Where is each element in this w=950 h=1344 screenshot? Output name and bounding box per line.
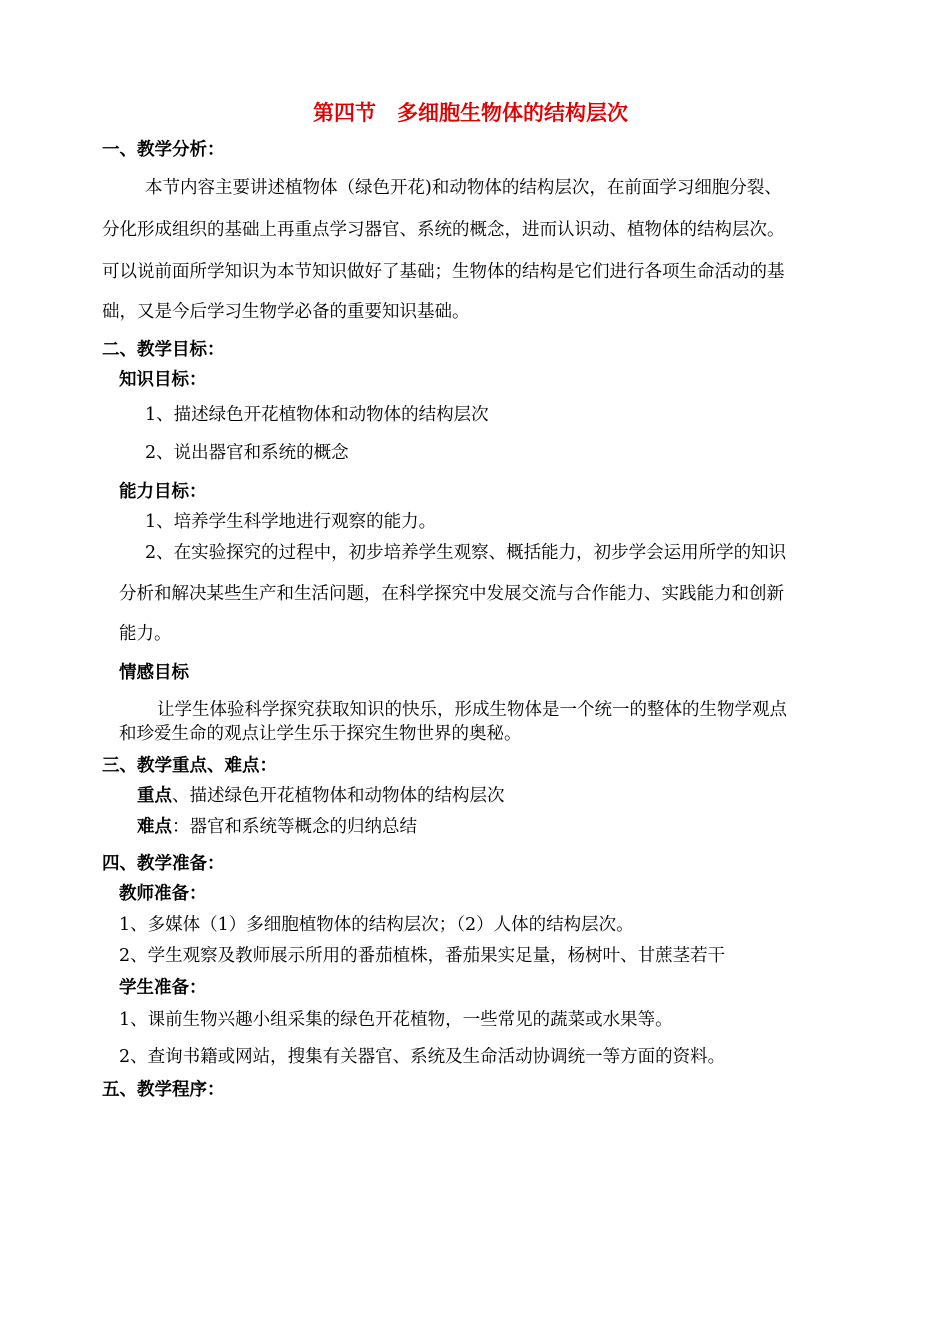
list-item: 2、在实验探究的过程中，初步培养学生观察、概括能力，初步学会运用所学的知识 xyxy=(145,543,787,563)
key-point-line xyxy=(137,785,505,807)
list-item: 2、说出器官和系统的概念 xyxy=(145,443,349,463)
list-item: 1、描述绿色开花植物体和动物体的结构层次 xyxy=(145,405,489,425)
key-point-text: 、描述绿色开花植物体和动物体的结构层次 xyxy=(172,786,505,806)
subheading-knowledge: 知识目标： xyxy=(119,370,207,390)
paragraph-line: 本节内容主要讲述植物体（绿色开花)和动物体的结构层次，在前面学习细胞分裂、 xyxy=(145,178,782,198)
difficulty-line xyxy=(137,816,417,838)
list-item-continued: 能力。 xyxy=(119,624,172,644)
section-heading-analysis: 一、教学分析： xyxy=(102,140,225,160)
subheading-ability: 能力目标： xyxy=(119,482,207,502)
paragraph-line: 让学生体验科学探究获取知识的快乐，形成生物体是一个统一的整体的生物学观点 xyxy=(157,700,787,720)
list-item: 2、学生观察及教师展示所用的番茄植株，番茄果实足量，杨树叶、甘蔗茎若干 xyxy=(119,946,726,966)
subheading-student: 学生准备： xyxy=(119,978,207,998)
section-heading-preparation: 四、教学准备： xyxy=(102,854,225,874)
subheading-emotion: 情感目标 xyxy=(119,663,189,683)
paragraph-line: 可以说前面所学知识为本节知识做好了基础；生物体的结构是它们进行各项生命活动的基 xyxy=(102,262,785,282)
list-item-continued: 分析和解决某些生产和生活问题，在科学探究中发展交流与合作能力、实践能力和创新 xyxy=(119,584,784,604)
key-point-label: 重点 xyxy=(137,786,172,806)
paragraph-line: 和珍爱生命的观点让学生乐于探究生物世界的奥秘。 xyxy=(119,724,522,744)
difficulty-label: 难点 xyxy=(137,817,172,837)
page-title: 第四节 多细胞生物体的结构层次 xyxy=(313,100,628,125)
paragraph-line: 础，又是今后学习生物学必备的重要知识基础。 xyxy=(102,302,470,322)
subheading-teacher: 教师准备： xyxy=(119,884,207,904)
list-item: 1、培养学生科学地进行观察的能力。 xyxy=(145,512,437,532)
list-item: 1、多媒体（1）多细胞植物体的结构层次；（2）人体的结构层次。 xyxy=(119,915,634,935)
list-item: 2、查询书籍或网站，搜集有关器官、系统及生命活动协调统一等方面的资料。 xyxy=(119,1047,726,1067)
paragraph-line: 分化形成组织的基础上再重点学习器官、系统的概念，进而认识动、植物体的结构层次。 xyxy=(102,220,785,240)
list-item: 1、课前生物兴趣小组采集的绿色开花植物，一些常见的蔬菜或水果等。 xyxy=(119,1010,673,1030)
section-heading-procedure: 五、教学程序： xyxy=(102,1080,225,1100)
section-heading-objectives: 二、教学目标： xyxy=(102,340,225,360)
difficulty-text: ：器官和系统等概念的归纳总结 xyxy=(172,817,417,837)
section-heading-key-points: 三、教学重点、难点： xyxy=(102,756,277,776)
